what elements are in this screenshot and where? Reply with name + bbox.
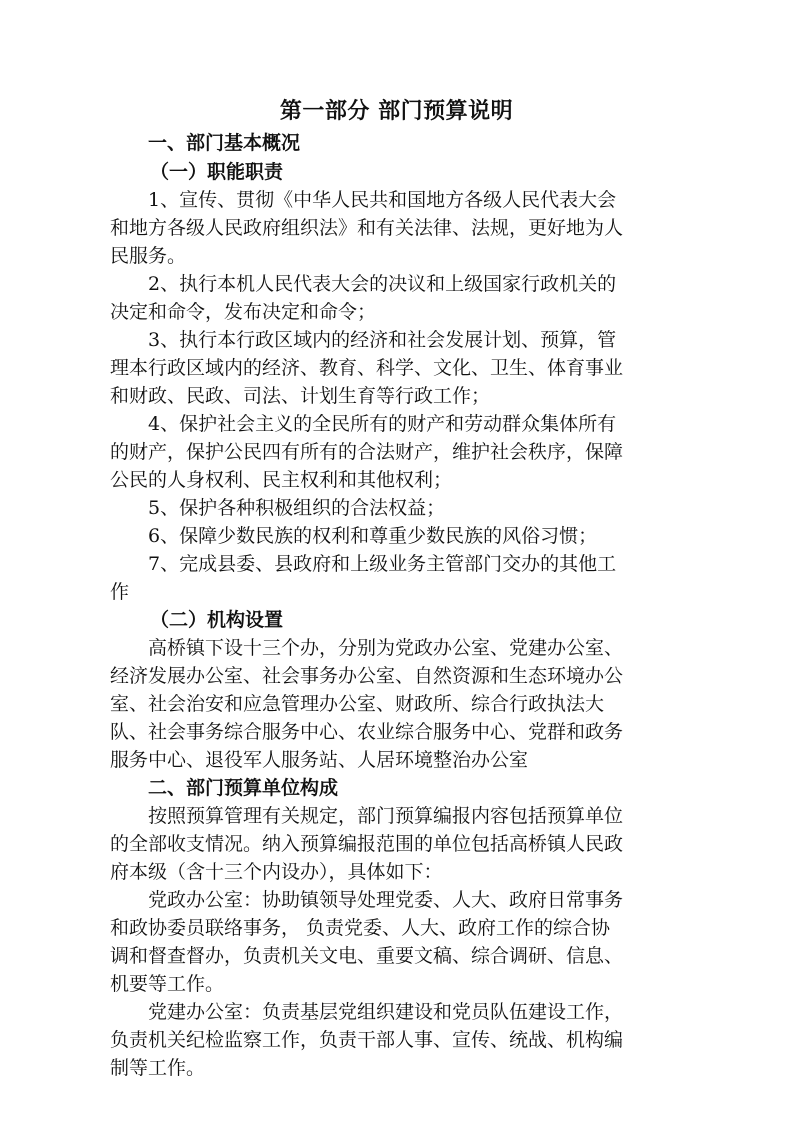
paragraph-line: 公民的人身权利、民主权利和其他权利； [110,469,453,491]
paragraph-line: 的财产，保护公民四有所有的合法财产，维护社会秩序，保障 [110,441,624,463]
paragraph-line: 民服务。 [110,245,187,267]
paragraph-line: 理本行政区域内的经济、教育、科学、文化、卫生、体育事业 [110,357,624,379]
paragraph-line: 按照预算管理有关规定，部门预算编报内容包括预算单位 [148,805,624,827]
paragraph-line: 和财政、民政、司法、计划生育等行政工作； [110,385,491,407]
paragraph-line: 服务中心、退役军人服务站、人居环境整治办公室 [110,749,529,771]
paragraph-line: 6、保障少数民族的权利和尊重少数民族的风俗习惯； [148,525,598,547]
paragraph-line: 2、执行本机人民代表大会的决议和上级国家行政机关的 [148,273,617,295]
paragraph-line: 高桥镇下设十三个办，分别为党政办公室、党建办公室、 [148,637,624,659]
paragraph-line: 负责机关纪检监察工作，负责干部人事、宣传、统战、机构编 [110,1029,624,1051]
paragraph-line: 队、社会事务综合服务中心、农业综合服务中心、党群和政务 [110,721,624,743]
paragraph-line: 府本级（含十三个内设办），具体如下： [110,861,443,883]
paragraph-line: 室、社会治安和应急管理办公室、财政所、综合行政执法大 [110,693,605,715]
paragraph-line: 3、执行本行政区域内的经济和社会发展计划、预算，管 [148,329,617,351]
section-heading-budget-units: 二、部门预算单位构成 [148,777,339,799]
subsection-heading-duties: （一）职能职责 [150,161,284,183]
subsection-heading-organization: （二）机构设置 [150,609,284,631]
paragraph-line: 和政协委员联络事务， 负责党委、人大、政府工作的综合协 [110,917,611,939]
page-title: 第一部分 部门预算说明 [279,99,514,124]
paragraph-line: 经济发展办公室、社会事务办公室、自然资源和生态环境办公 [110,665,624,687]
paragraph-line: 和地方各级人民政府组织法》和有关法律、法规，更好地为人 [110,217,624,239]
paragraph-line: 的全部收支情况。纳入预算编报范围的单位包括高桥镇人民政 [110,833,624,855]
paragraph-line: 制等工作。 [110,1057,206,1079]
section-heading-basic-overview: 一、部门基本概况 [148,132,301,154]
paragraph-line: 机要等工作。 [110,973,225,995]
paragraph-line: 作 [110,581,130,603]
paragraph-line: 4、保护社会主义的全民所有的财产和劳动群众集体所有 [148,413,617,435]
paragraph-line: 1、宣传、贯彻《中华人民共和国地方各级人民代表大会 [148,189,617,211]
paragraph-line: 党政办公室：协助镇领导处理党委、人大、政府日常事务 [148,889,624,911]
paragraph-line: 决定和命令，发布决定和命令； [110,301,377,323]
paragraph-line: 5、保护各种积极组织的合法权益； [148,497,446,519]
paragraph-line: 党建办公室：负责基层党组织建设和党员队伍建设工作， [148,1001,624,1023]
paragraph-line: 调和督查督办，负责机关文电、重要文稿、综合调研、信息、 [110,945,624,967]
paragraph-line: 7、完成县委、县政府和上级业务主管部门交办的其他工 [148,553,617,575]
